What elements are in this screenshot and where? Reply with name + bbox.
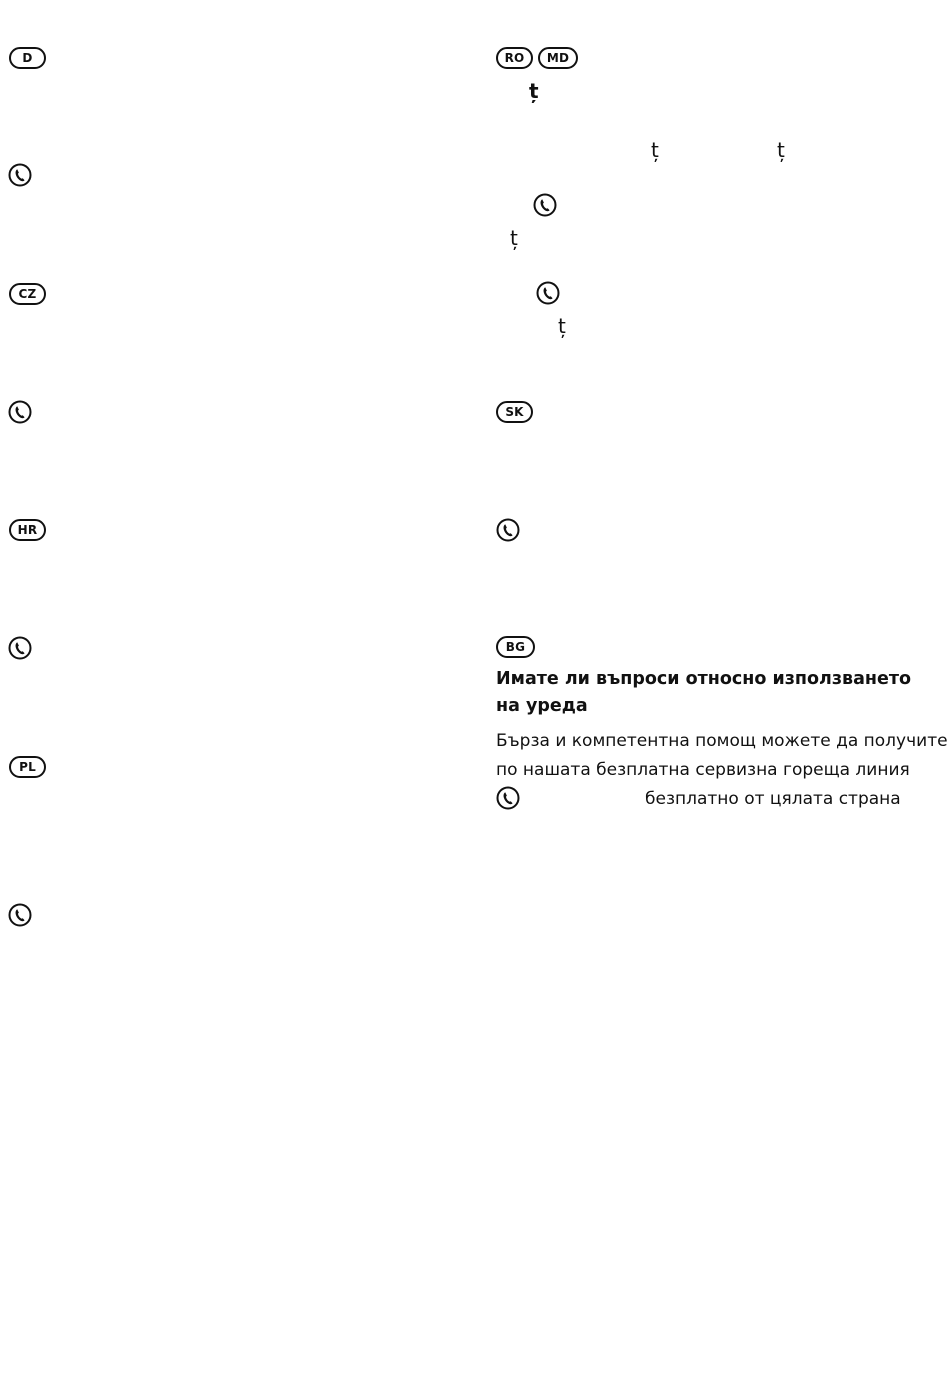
t-comma-glyph: ț (529, 79, 539, 103)
t-comma-glyph: ț (510, 226, 518, 250)
phone-icon (496, 786, 520, 810)
t-comma-glyph: ț (558, 314, 566, 338)
country-badge-hr: HR (9, 519, 46, 541)
phone-icon (536, 281, 560, 305)
t-comma-glyph: ț (777, 138, 785, 162)
phone-icon (8, 903, 32, 927)
bg-body-line-1: Бърза и компетентна помощ можете да получите (496, 731, 948, 751)
phone-icon (8, 163, 32, 187)
phone-icon (8, 636, 32, 660)
bg-body-line-2: по нашата безплатна сервизна гореща линия (496, 760, 910, 780)
bg-section-body (496, 727, 946, 785)
phone-icon (533, 193, 557, 217)
country-badge-md: MD (538, 47, 578, 69)
country-badge-d: D (9, 47, 46, 69)
bg-section-title: Имате ли въпроси относно използването на уреда (496, 669, 912, 716)
country-badge-pl: PL (9, 756, 46, 778)
country-badge-bg: BG (496, 636, 535, 658)
country-badge-ro: RO (496, 47, 533, 69)
bg-free-nationwide-text: безплатно от цялата страна (645, 789, 901, 809)
phone-icon (496, 518, 520, 542)
t-comma-glyph: ț (651, 138, 659, 162)
phone-icon (8, 400, 32, 424)
country-badge-sk: SK (496, 401, 533, 423)
country-badge-cz: CZ (9, 283, 46, 305)
